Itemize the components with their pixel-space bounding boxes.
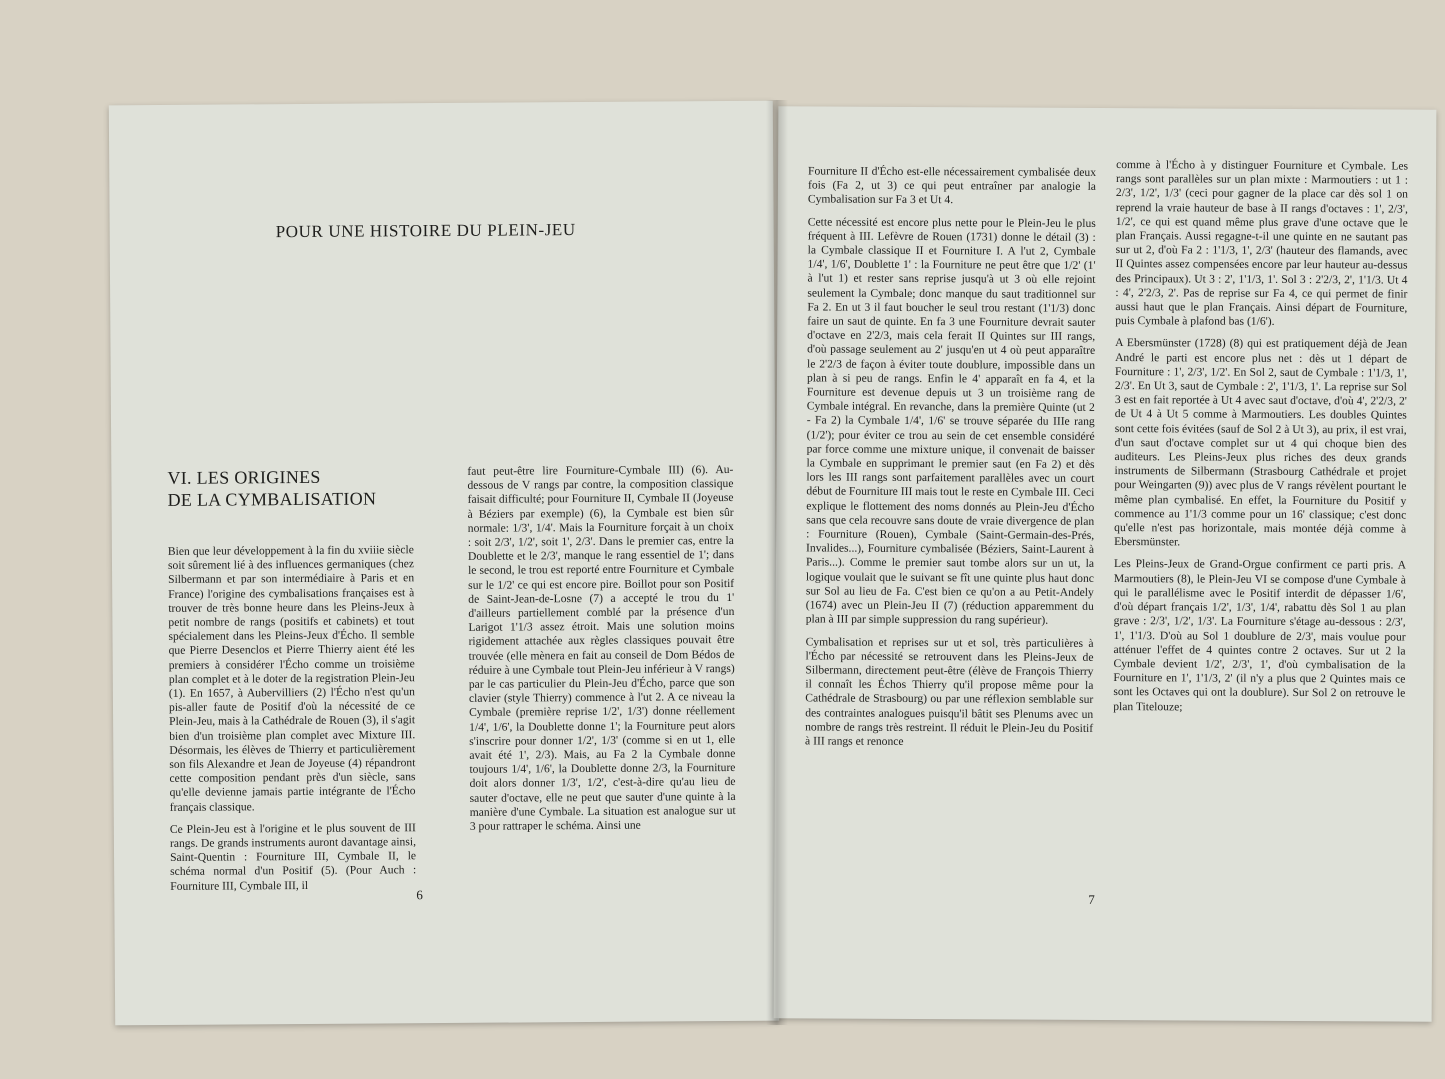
page-number-left: 6 bbox=[416, 887, 423, 903]
paragraph: Fourniture II d'Écho est-elle nécessairement cymbalisée deux fois (Fa 2, ut 3) ce qui peut entraîner par analogie la Cymbalisation sur Fa 3 et Ut 4. bbox=[807, 164, 1097, 207]
paragraph: Ce Plein-Jeu est à l'origine et le plus souvent de III rangs. De grands instruments auront davantage ainsi, Saint-Quentin : Fourniture III, Cymbale II, le schéma normal d'un Positif (5). (Pour Auch : Fourniture III, Cymbale III, il bbox=[169, 821, 417, 893]
right-column-1 bbox=[805, 164, 1096, 758]
page-number-right: 7 bbox=[1088, 891, 1095, 907]
section-title bbox=[167, 465, 427, 511]
paragraph: Cymbalisation et reprises sur ut et sol, très particulières à l'Écho par nécessité se retrouvent dans les Pleins-Jeux de Silbermann, directement peut-être (élève de François Thierry il connaît les Échos Thierry qu'il propose même pour la Cathédrale de Strasbourg) ou par une réflexion semblable sur des contraintes analogues puisqu'il bâtit ses Plenums avec un nombre de rangs très restreint. Il réduit le Plein-Jeu du Positif à III rangs et renonce bbox=[805, 634, 1094, 748]
paragraph: comme à l'Écho à y distinguer Fourniture et Cymbale. Les rangs sont parallèles sur un plan mixte : Marmoutiers : ut 1 : 2/3', 1/2', 1/3' (ceci pour gagner de la place car dès sol 1 on reprend la vraie hauteur de base à II rangs d'octaves : 1', 2/3', 1/2', ce qui est quand même plus grave d'une octave que le plan Français. Aussi regagne-t-il une quinte en ne sautant pas sur ut 2, d'où Fa 2 : 1'1/3, 1', 2/3' (hauteur des flamands, avec II Quintes assez compensées encore par leur hauteur au-dessus des Principaux). Ut 3 : 2', 1'1/3, 1'. Sol 3 : 2'2/3, 2', 1'1/3. Ut 4 : 4', 2'2/3, 2'. Pas de reprise sur Fa 4, ce qui permet de finir aussi haut que le plan Français. Ainsi départ de Fourniture, puis Cymbale à plafond bas (1/6'). bbox=[1115, 158, 1409, 329]
paragraph: faut peut-être lire Fourniture-Cymbale III) (6). Au-dessous de V rangs par contre, la composition classique faisait difficulté; pour Fourniture II, Cymbale II (Joyeuse à Béziers par exemple) (6), la Cymbale est bien sûr normale: 1/3', 1/4'. Mais la Fourniture forçait à un choix : soit 2/3', 1/2', soit 1', 2/3'. Dans le premier cas, entre la Doublette et le 2/3', manque le rang essentiel de 1'; dans le second, le trou est reporté entre Fourniture et Cymbale sur le 1/2' ce qui est encore pire. Boillot pour son Positif de Saint-Jean-de-Losne (7) a accepté le trou du 1' d'ailleurs partiellement comblé par la présence d'un Larigot 1'1/3 assez étroit. Mais une solution moins rigidement attachée aux règles classiques pouvait être trouvée (elle mènera en fait au conseil de Dom Bédos de réduire à une Cymbale tout Plein-Jeu inférieur à V rangs) par le cas particulier du Plein-Jeu d'Écho, parce que son clavier (style Thierry) commence à l'ut 2. A ce niveau la Cymbale (première reprise 1/2', 1/3') donne réellement 1/4', 1/6', la Doublette donne 1'; la Fourniture peut alors s'inscrire pour donner 1/2', 1/3' (comme si en ut 1, elle avait été 1', 2/3). Mais, au Fa 2 la Cymbale donne toujours 1/4', 1/6', la Doublette donne 2/3, la Fourniture doit alors donner 1/3', 1/2', c'est-à-dire qu'au lieu de sauter d'octave, elle ne peut que sauter d'une quinte à la manière d'une Cymbale. La situation est analogue sur ut 3 pour rattraper le schéma. Ainsi une bbox=[467, 462, 736, 833]
section-title-line-1: VI. LES ORIGINES bbox=[167, 466, 321, 488]
left-column-2 bbox=[467, 463, 736, 842]
section-title-line-2: DE LA CYMBALISATION bbox=[167, 488, 377, 510]
right-page bbox=[774, 106, 1437, 1021]
left-column-1 bbox=[168, 543, 416, 902]
paragraph: Les Pleins-Jeux de Grand-Orgue confirment ce parti pris. A Marmoutiers (8), le Plein-Jeu VI se compose d'une Cymbale à qui le parallélisme avec le Positif interdit de dépasser 1/6', d'où départ français 1/2', 1/3', 1/4', rabattu dès Sol 1 au plan grave : 2/3', 1/2', 1/3'. La Fourniture s'étage au-dessous : 2/3', 1', 1'1/3. D'où au Sol 1 doublure de 2/3', mais voulue pour atténuer l'effet de 4 quintes contre 2 octaves. Sur ut 2 la Cymbale devient 1/2', 2/3', 1', d'où cymbalisation de la Fourniture en 1', 1'1/3, 2' (il n'y a plus que 2 Quintes mais ce sont les Octaves qui ont la doublure). Sur Sol 2 on retrouve le plan Titelouze; bbox=[1113, 557, 1407, 713]
paragraph: Bien que leur développement à la fin du xviiie siècle soit sûrement lié à des influences germaniques (chez Silbermann et par son intermédiaire à Paris et en France) l'origine des cymbalisations françaises est à trouver de très bonne heure dans les Pleins-Jeux à petit nombre de rangs (positifs et cabinets) et tout spécialement dans les Pleins-Jeux d'Écho. Il semble que Pierre Desenclos et Pierre Thierry aient été les premiers à considérer l'Écho comme un troisième plan complet et à le doter de la registration Plein-Jeu (1). En 1657, à Aubervilliers (2) l'Écho n'est qu'un pis-aller faute de Positif d'où la nécessité de ce Plein-Jeu, mais à la Cathédrale de Rouen (3), il s'agit bien d'un troisième plan complet avec Mixture III. Désormais, les élèves de Thierry et particulièrement son fils Alexandre et Jean de Joyeuse (4) répandront cette composition pendant près d'un siècle, sans qu'elle devienne jamais partie intégrante de l'Écho français classique. bbox=[167, 543, 416, 814]
paragraph: A Ebersmünster (1728) (8) qui est pratiquement déjà de Jean André le parti est encore plus net : dès ut 1 départ de Fourniture : 1', 2/3', 1/2'. En Sol 2, saut de Cymbale : 1'1/3, 1', 2/3'. En Ut 3, saut de Cymbale : 2', 1'1/3, 1'. La reprise sur Sol 3 est en fait reportée à Ut 4 avec saut d'octave, d'où 4', 2'2/3, 2' de Ut 4 à Ut 5 comme à Marmoutiers. Les doubles Quintes sont cette fois évitées (sauf de Sol 2 à Ut 3), au prix, il est vrai, d'un saut d'octave complet sur ut 4 qui choque bien des auditeurs. Les Pleins-Jeux plus riches des deux grands instruments de Silbermann (Strasbourg Cathédrale et projet pour Weingarten (9)) avec plus de V rangs révèlent pourtant le même plan cymbalisé. En effet, la Fourniture du Positif y commence au 1'1/3 comme pour un 16' classique; c'est donc qu'elle n'est pas horizontale, mais montée déjà comme à Ebersmünster. bbox=[1114, 336, 1408, 549]
page-title: POUR UNE HISTOIRE DU PLEIN-JEU bbox=[275, 220, 576, 242]
booklet-spine bbox=[766, 100, 788, 1025]
paragraph: Cette nécessité est encore plus nette pour le Plein-Jeu le plus fréquent à III. Lefèvre de Rouen (1731) donne le détail (3) : la Cymbale classique II et Fourniture I. A l'ut 2, Cymbale 1/4', 1/6', Doublette 1' : la Fourniture ne peut être que 1/2' (1' à l'ut 1) et rester sans reprise jusqu'à ut 3 où elle rejoint seulement la Cymbale; donc manque du saut traditionnel sur Fa 2. En ut 3 il faut boucher le seul trou restant (1'1/3) donc faire un saut de quinte. En fa 3 une Fourniture devrait sauter d'octave en 2'2/3, mais cela ferait II Quintes sur III rangs, d'où passage seulement au 2' jusqu'en ut 4 où peut apparaître le 2'2/3 de façon à éviter toute doublure, impossible dans un plan à si peu de rangs. Enfin le 4' apparaît en fa 4, et la Fourniture est devenue depuis ut 3 un troisième rang de Cymbale intégral. En revanche, dans la première Quinte (ut 2 - Fa 2) la Cymbale 1/4', 1/6' se trouve séparée du IIIe rang (1/2'); pour éviter ce trou au sein de cet ensemble considéré par force comme une mixture unique, il convenait de baisser la Cymbale en supprimant le premier saut (en Fa 2) et dès lors les III rangs sont parfaitement parallèles avec un court début de Fourniture III mais tout le reste en Cymbale III. Ceci explique le flottement des noms donnés au Plein-Jeu d'Écho sans que cela recouvre sans doute de vraie divergence de plan : Fourniture (Rouen), Cymbale (Saint-Germain-des-Prés, Invalides...), Fourniture cymbalisée (Béziers, Saint-Laurent à Paris...). Comme le premier saut tombe alors sur un ut, la logique voulait que le suivant se fît une quinte plus haut donc sur Sol au lieu de Fa. C'est bien ce qu'on a au Petit-Andely (1674) avec un Plein-Jeu II (7) (réduction apparemment du plan à III par simple suppression du rang supérieur). bbox=[805, 215, 1096, 627]
left-page bbox=[109, 101, 779, 1026]
right-column-2 bbox=[1113, 158, 1408, 723]
